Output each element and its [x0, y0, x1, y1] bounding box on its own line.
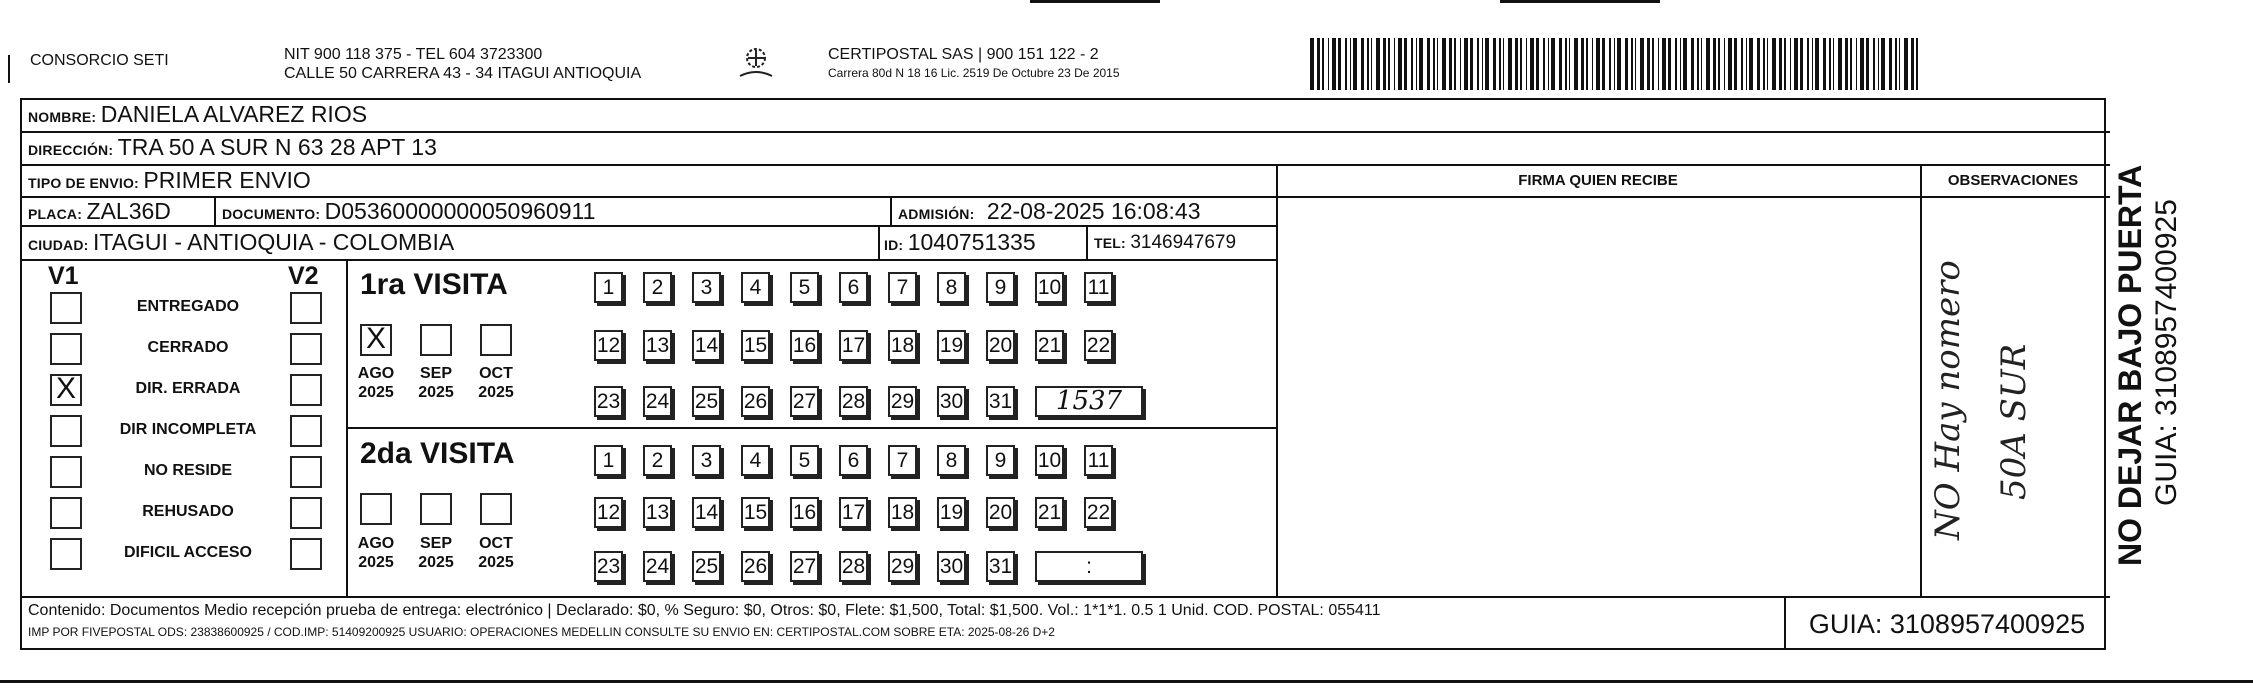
col-divider — [214, 196, 216, 226]
placa-label: PLACA: — [28, 206, 83, 222]
first-visit-title: 1ra VISITA — [360, 268, 508, 301]
company-name: CONSORCIO SETI — [30, 52, 169, 69]
v2-checkbox — [290, 456, 322, 488]
col-divider — [878, 225, 880, 259]
v2-checkbox — [290, 333, 322, 365]
second-visit-day-box: 21 — [1035, 497, 1064, 528]
second-visit-time-box: : — [1035, 551, 1143, 582]
second-visit-day-box: 3 — [692, 445, 721, 476]
first-visit-day-box: 10 — [1035, 272, 1064, 303]
first-visit-day-box: 17 — [839, 330, 868, 361]
first-visit-day-box: 16 — [790, 330, 819, 361]
first-visit-day-box: 8 — [937, 272, 966, 303]
month-name: OCT — [479, 535, 513, 552]
scan-edge-mark — [8, 55, 10, 83]
second-visit-day-box: 18 — [888, 497, 917, 528]
col-divider — [1276, 164, 1278, 596]
second-visit-day-box: 14 — [692, 497, 721, 528]
documento-row — [222, 198, 595, 225]
first-visit-day-box: 22 — [1084, 330, 1113, 361]
v1-checkbox — [50, 456, 82, 488]
second-visit-day-box: 23 — [594, 551, 623, 582]
first-visit-day-box: 24 — [643, 386, 672, 417]
row-divider — [20, 596, 2110, 598]
first-visit-day-box: 23 — [594, 386, 623, 417]
observaciones-header: OBSERVACIONES — [1947, 172, 2079, 189]
first-visit-day-box: 2 — [643, 272, 672, 303]
courier-license: Carrera 80d N 18 16 Lic. 2519 De Octubre 23 De 2015 — [828, 66, 1120, 80]
first-visit-day-box: 9 — [986, 272, 1015, 303]
col-divider — [1086, 225, 1088, 259]
v2-checkbox — [290, 415, 322, 447]
second-visit-day-box: 16 — [790, 497, 819, 528]
first-visit-day-box: 11 — [1084, 272, 1113, 303]
v1-checkbox — [50, 497, 82, 529]
tipo-envio-value: PRIMER ENVIO — [143, 167, 311, 193]
v2-label: V2 — [288, 262, 319, 290]
first-visit-month-checkbox: X — [360, 324, 392, 356]
status-option-label: DIR. ERRADA — [135, 380, 241, 397]
firma-header: FIRMA QUIEN RECIBE — [1518, 172, 1678, 189]
first-visit-day-box: 31 — [986, 386, 1015, 417]
second-visit-day-box: 19 — [937, 497, 966, 528]
v1-checkbox — [50, 333, 82, 365]
first-visit-day-box: 4 — [741, 272, 770, 303]
first-visit-month-label — [469, 364, 523, 402]
first-visit-day-box: 26 — [741, 386, 770, 417]
month-name: AGO — [357, 365, 395, 382]
first-visit-time-box: 1537 — [1035, 386, 1143, 417]
tel-row — [1094, 232, 1236, 254]
month-name: SEP — [419, 535, 452, 552]
second-visit-day-box: 12 — [594, 497, 623, 528]
second-visit-month-checkbox — [420, 493, 452, 525]
second-visit-day-box: 4 — [741, 445, 770, 476]
first-visit-month-label — [409, 364, 463, 402]
second-visit-day-box: 1 — [594, 445, 623, 476]
first-visit-day-box: 13 — [643, 330, 672, 361]
status-option-label: ENTREGADO — [136, 298, 240, 315]
second-visit-month-checkbox — [360, 493, 392, 525]
direccion-value: TRA 50 A SUR N 63 28 APT 13 — [117, 134, 437, 160]
id-row — [884, 229, 1036, 256]
second-visit-day-box: 5 — [790, 445, 819, 476]
first-visit-day-box: 5 — [790, 272, 819, 303]
side-instruction: NO DEJAR BAJO PUERTA — [2112, 164, 2148, 566]
barcode — [1310, 38, 1930, 90]
first-visit-day-box: 12 — [594, 330, 623, 361]
second-visit-day-box: 17 — [839, 497, 868, 528]
cut-line — [0, 680, 2253, 683]
row-divider — [20, 259, 1276, 261]
second-visit-month-checkbox — [480, 493, 512, 525]
second-visit-day-box: 10 — [1035, 445, 1064, 476]
first-visit-month-label — [349, 364, 403, 402]
nombre-label: NOMBRE: — [28, 109, 97, 125]
month-year: 2025 — [358, 554, 394, 571]
documento-label: DOCUMENTO: — [222, 206, 321, 222]
direccion-row — [28, 134, 437, 161]
ciudad-value: ITAGUI - ANTIOQUIA - COLOMBIA — [92, 229, 455, 255]
second-visit-title: 2da VISITA — [360, 437, 515, 470]
v2-checkbox — [290, 374, 322, 406]
first-visit-day-box: 14 — [692, 330, 721, 361]
second-visit-day-box: 31 — [986, 551, 1015, 582]
visit-divider — [346, 427, 1276, 429]
second-visit-day-box: 15 — [741, 497, 770, 528]
id-label: ID: — [884, 237, 904, 253]
documento-value: D05360000000050960911 — [324, 198, 596, 224]
second-visit-day-box: 24 — [643, 551, 672, 582]
placa-row — [28, 198, 171, 225]
status-option-label: CERRADO — [147, 339, 229, 356]
second-visit-month-label — [469, 534, 523, 572]
id-value: 1040751335 — [907, 229, 1036, 255]
second-visit-day-box: 25 — [692, 551, 721, 582]
first-visit-day-box: 15 — [741, 330, 770, 361]
nit-line: NIT 900 118 375 - TEL 604 3723300 — [284, 46, 543, 63]
status-option-label: NO RESIDE — [143, 462, 232, 479]
direccion-label: DIRECCIÓN: — [28, 142, 114, 158]
courier-name: CERTIPOSTAL SAS | 900 151 122 - 2 — [828, 46, 1099, 63]
v2-checkbox — [290, 497, 322, 529]
ciudad-label: CIUDAD: — [28, 237, 89, 253]
scan-edge-mark — [1030, 0, 1160, 3]
first-visit-day-box: 28 — [839, 386, 868, 417]
second-visit-day-box: 29 — [888, 551, 917, 582]
first-visit-month-checkbox — [480, 324, 512, 356]
row-divider — [20, 131, 2110, 133]
second-visit-day-box: 28 — [839, 551, 868, 582]
admision-label: ADMISIÓN: — [898, 206, 975, 222]
status-option-label: DIR INCOMPLETA — [119, 421, 257, 438]
first-visit-day-box: 29 — [888, 386, 917, 417]
first-visit-day-box: 19 — [937, 330, 966, 361]
status-option-label: REHUSADO — [142, 503, 234, 520]
handwritten-note-line2: 50A SUR — [1994, 343, 2034, 500]
side-guia: GUIA: 3108957400925 — [2150, 199, 2183, 506]
second-visit-day-box: 11 — [1084, 445, 1113, 476]
col-divider — [2104, 98, 2106, 650]
address-line: CALLE 50 CARRERA 43 - 34 ITAGUI ANTIOQUIA — [284, 65, 642, 82]
first-visit-month-checkbox — [420, 324, 452, 356]
second-visit-day-box: 2 — [643, 445, 672, 476]
nombre-row — [28, 101, 367, 128]
second-visit-day-box: 27 — [790, 551, 819, 582]
v1-checkbox — [50, 415, 82, 447]
second-visit-day-box: 8 — [937, 445, 966, 476]
month-year: 2025 — [358, 384, 394, 401]
second-visit-day-box: 22 — [1084, 497, 1113, 528]
admision-value: 22-08-2025 16:08:43 — [986, 198, 1201, 224]
col-divider — [1784, 596, 1786, 650]
first-visit-day-box: 3 — [692, 272, 721, 303]
second-visit-day-box: 7 — [888, 445, 917, 476]
month-name: OCT — [479, 365, 513, 382]
second-visit-month-label — [349, 534, 403, 572]
row-divider — [20, 164, 2110, 166]
first-visit-day-box: 20 — [986, 330, 1015, 361]
col-divider — [890, 196, 892, 226]
footer-guia: GUIA: 3108957400925 — [1808, 609, 2086, 639]
v2-checkbox — [290, 538, 322, 570]
second-visit-day-box: 6 — [839, 445, 868, 476]
v1-checkbox — [50, 292, 82, 324]
placa-value: ZAL36D — [86, 198, 171, 224]
tipo-envio-label: TIPO DE ENVIO: — [28, 175, 139, 191]
second-visit-day-box: 13 — [643, 497, 672, 528]
first-visit-day-box: 7 — [888, 272, 917, 303]
handwritten-note-line1: NO Hay nomero — [1928, 260, 1968, 540]
month-year: 2025 — [418, 384, 454, 401]
admision-row — [898, 198, 1201, 225]
month-name: SEP — [419, 365, 452, 382]
second-visit-day-box: 20 — [986, 497, 1015, 528]
tipo-envio-row — [28, 167, 311, 194]
month-year: 2025 — [418, 554, 454, 571]
first-visit-day-box: 1 — [594, 272, 623, 303]
first-visit-day-box: 21 — [1035, 330, 1064, 361]
first-visit-day-box: 25 — [692, 386, 721, 417]
tel-value: 3146947679 — [1130, 232, 1237, 253]
tel-label: TEL: — [1094, 235, 1126, 251]
first-visit-day-box: 30 — [937, 386, 966, 417]
scan-edge-mark — [1500, 0, 1660, 3]
first-visit-day-box: 27 — [790, 386, 819, 417]
footer-contents: Contenido: Documentos Medio recepción prueba de entrega: electrónico | Declarado: $0, % Seguro: $0, Otros: $0, Flete: $1,500, Total: $1,500. Vol.: 1*1*1. 0.5 1 Unid. COD. POSTAL: 055411 — [28, 602, 1381, 619]
status-option-label: DIFICIL ACCESO — [123, 544, 252, 561]
nombre-value: DANIELA ALVAREZ RIOS — [100, 101, 368, 127]
v2-checkbox — [290, 292, 322, 324]
month-name: AGO — [357, 535, 395, 552]
first-visit-day-box: 6 — [839, 272, 868, 303]
second-visit-day-box: 26 — [741, 551, 770, 582]
footer-print-info: IMP POR FIVEPOSTAL ODS: 23838600925 / COD.IMP: 51409200925 USUARIO: OPERACIONES MEDELLIN CONSULTE SU ENVIO EN: CERTIPOSTAL.COM SOBRE ETA: 2025-08-26 D+2 — [28, 625, 1055, 639]
v1-label: V1 — [48, 262, 79, 290]
v1-checkbox — [50, 538, 82, 570]
v1-checkbox-checked: X — [50, 374, 82, 406]
second-visit-day-box: 9 — [986, 445, 1015, 476]
second-visit-month-label — [409, 534, 463, 572]
month-year: 2025 — [478, 554, 514, 571]
courier-logo — [734, 42, 778, 86]
ciudad-row — [28, 229, 454, 256]
month-year: 2025 — [478, 384, 514, 401]
second-visit-day-box: 30 — [937, 551, 966, 582]
first-visit-day-box: 18 — [888, 330, 917, 361]
col-divider — [1920, 164, 1922, 596]
